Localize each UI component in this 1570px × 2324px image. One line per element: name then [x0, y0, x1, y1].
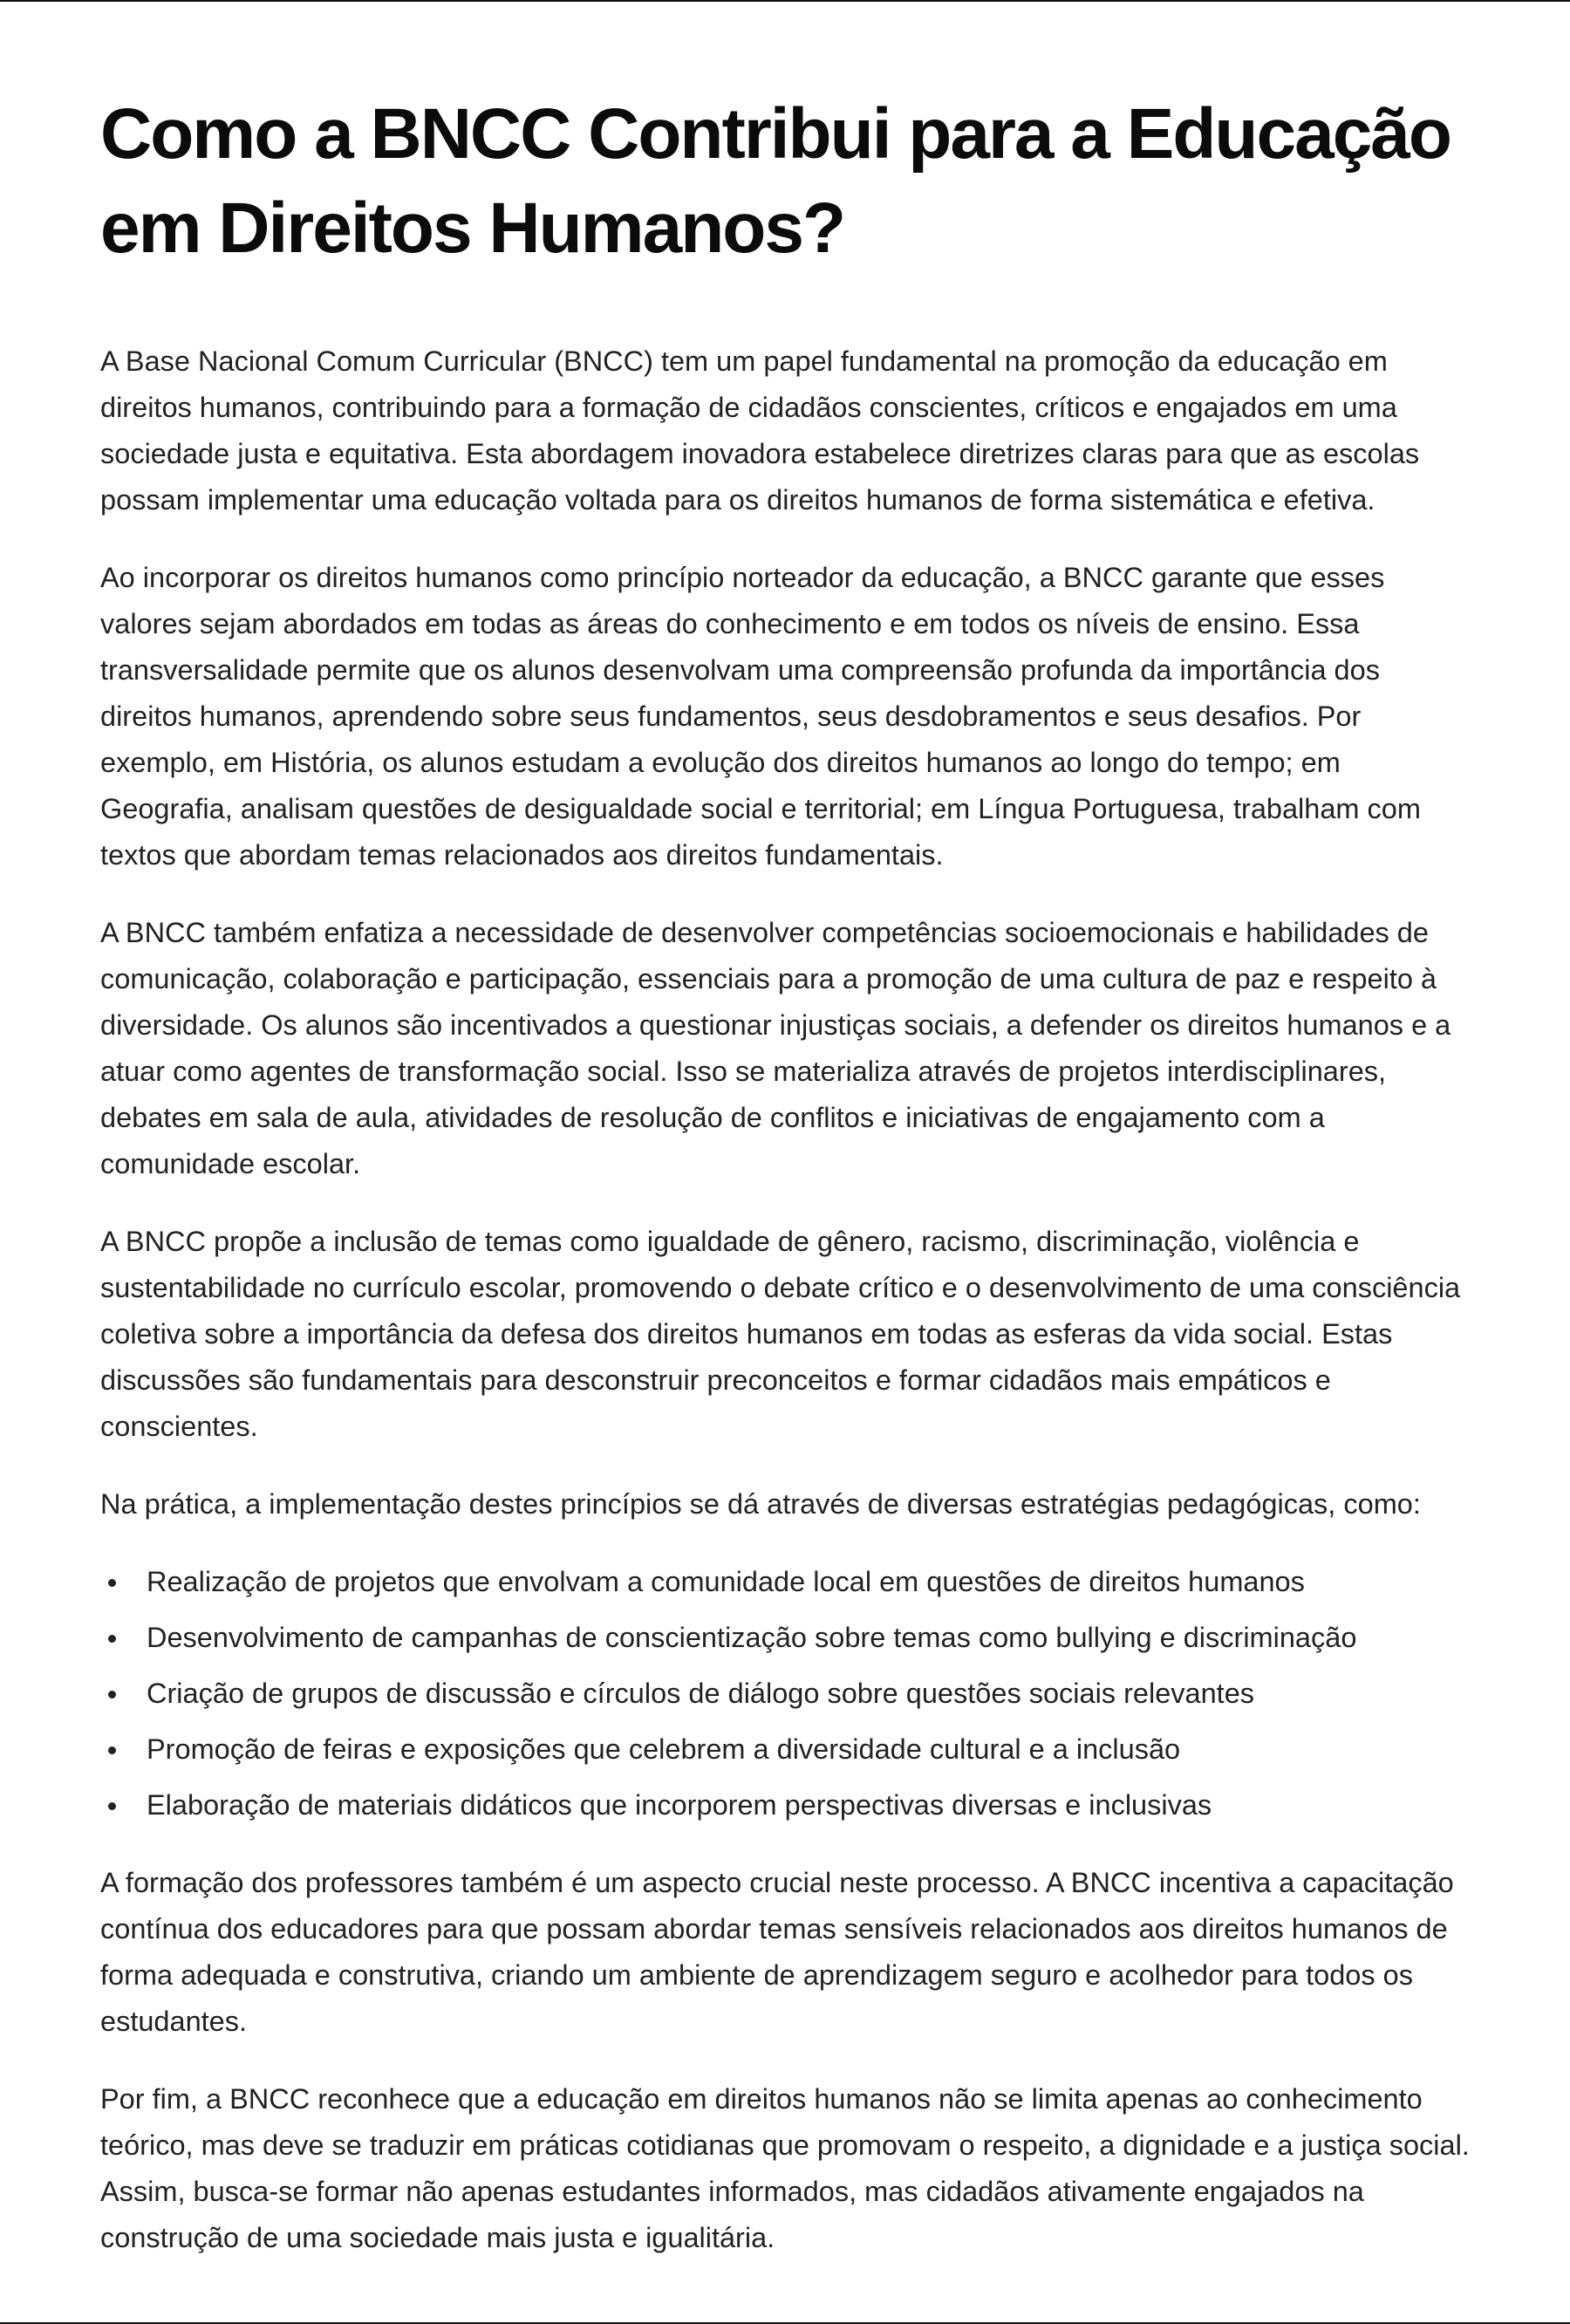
strategies-list [100, 1559, 1470, 1828]
list-item-text: Realização de projetos que envolvam a comunidade local em questões de direitos humanos [147, 1566, 1305, 1597]
bullet-icon [108, 1746, 116, 1754]
list-item-text: Desenvolvimento de campanhas de conscientização sobre temas como bullying e discriminação [147, 1622, 1357, 1653]
paragraph-themes: A BNCC propõe a inclusão de temas como igualdade de gênero, racismo, discriminação, violência e sustentabilidade no currículo escolar, promovendo o debate crítico e o desenvolvimento de uma consciência coletiva sobre a importância da defesa dos direitos humanos em todas as esferas da vida social. Estas discussões são fundamentais para desconstruir preconceitos e formar cidadãos mais empáticos e conscientes. [100, 1226, 1461, 1442]
paragraph-competencies: A BNCC também enfatiza a necessidade de desenvolver competências socioemocionais e habilidades de comunicação, colaboração e participação, essenciais para a promoção de uma cultura de paz e respeito à diversidade. Os alunos são incentivados a questionar injustiças sociais, a defender os direitos humanos e a atuar como agentes de transformação social. Isso se materializa através de projetos interdisciplinares, debates em sala de aula, atividades de resolução de conflitos e iniciativas de engajamento com a comunidade escolar. [100, 917, 1451, 1179]
bullet-icon [108, 1802, 116, 1810]
list-item [100, 1726, 1470, 1773]
paragraph-teachers: A formação dos professores também é um aspecto crucial neste processo. A BNCC incentiva a capacitação contínua dos educadores para que possam abordar temas sensíveis relacionados aos direitos humanos de forma adequada e construtiva, criando um ambiente de aprendizagem seguro e acolhedor para todos os estudantes. [100, 1867, 1454, 2037]
article [0, 2, 1570, 2261]
article-body [100, 338, 1470, 2261]
list-item-text: Promoção de feiras e exposições que celebrem a diversidade cultural e a inclusão [147, 1733, 1181, 1765]
list-item [100, 1615, 1470, 1661]
paragraph-intro: A Base Nacional Comum Curricular (BNCC) tem um papel fundamental na promoção da educação em direitos humanos, contribuindo para a formação de cidadãos conscientes, críticos e engajados em uma sociedade justa e equitativa. Esta abordagem inovadora estabelece diretrizes claras para que as escolas possam implementar uma educação voltada para os direitos humanos de forma sistemática e efetiva. [100, 345, 1420, 516]
bullet-icon [108, 1691, 116, 1699]
bullet-icon [108, 1579, 116, 1587]
list-item [100, 1782, 1470, 1828]
paragraph-list-intro: Na prática, a implementação destes princípios se dá através de diversas estratégias pedagógicas, como: [100, 1488, 1421, 1520]
list-item-text: Elaboração de materiais didáticos que incorporem perspectivas diversas e inclusivas [147, 1789, 1212, 1821]
paragraph-transversality: Ao incorporar os direitos humanos como princípio norteador da educação, a BNCC garante que esses valores sejam abordados em todas as áreas do conhecimento e em todos os níveis de ensino. Essa transversalidade permite que os alunos desenvolvam uma compreensão profunda da importância dos direitos humanos, aprendendo sobre seus fundamentos, seus desdobramentos e seus desafios. Por exemplo, em História, os alunos estudam a evolução dos direitos humanos ao longo do tempo; em Geografia, analisam questões de desigualdade social e territorial; em Língua Portuguesa, trabalham com textos que abordam temas relacionados aos direitos fundamentais. [100, 562, 1421, 871]
bullet-icon [108, 1635, 116, 1643]
list-item-text: Criação de grupos de discussão e círculos de diálogo sobre questões sociais relevantes [147, 1678, 1255, 1709]
paragraph-conclusion: Por fim, a BNCC reconhece que a educação em direitos humanos não se limita apenas ao conhecimento teórico, mas deve se traduzir em práticas cotidianas que promovam o respeito, a dignidade e a justiça social. Assim, busca-se formar não apenas estudantes informados, mas cidadãos ativamente engajados na construção de uma sociedade mais justa e igualitária. [100, 2083, 1470, 2253]
page-title: Como a BNCC Contribui para a Educação em Direitos Humanos? [100, 94, 1451, 268]
list-item [100, 1559, 1470, 1605]
list-item [100, 1671, 1470, 1717]
